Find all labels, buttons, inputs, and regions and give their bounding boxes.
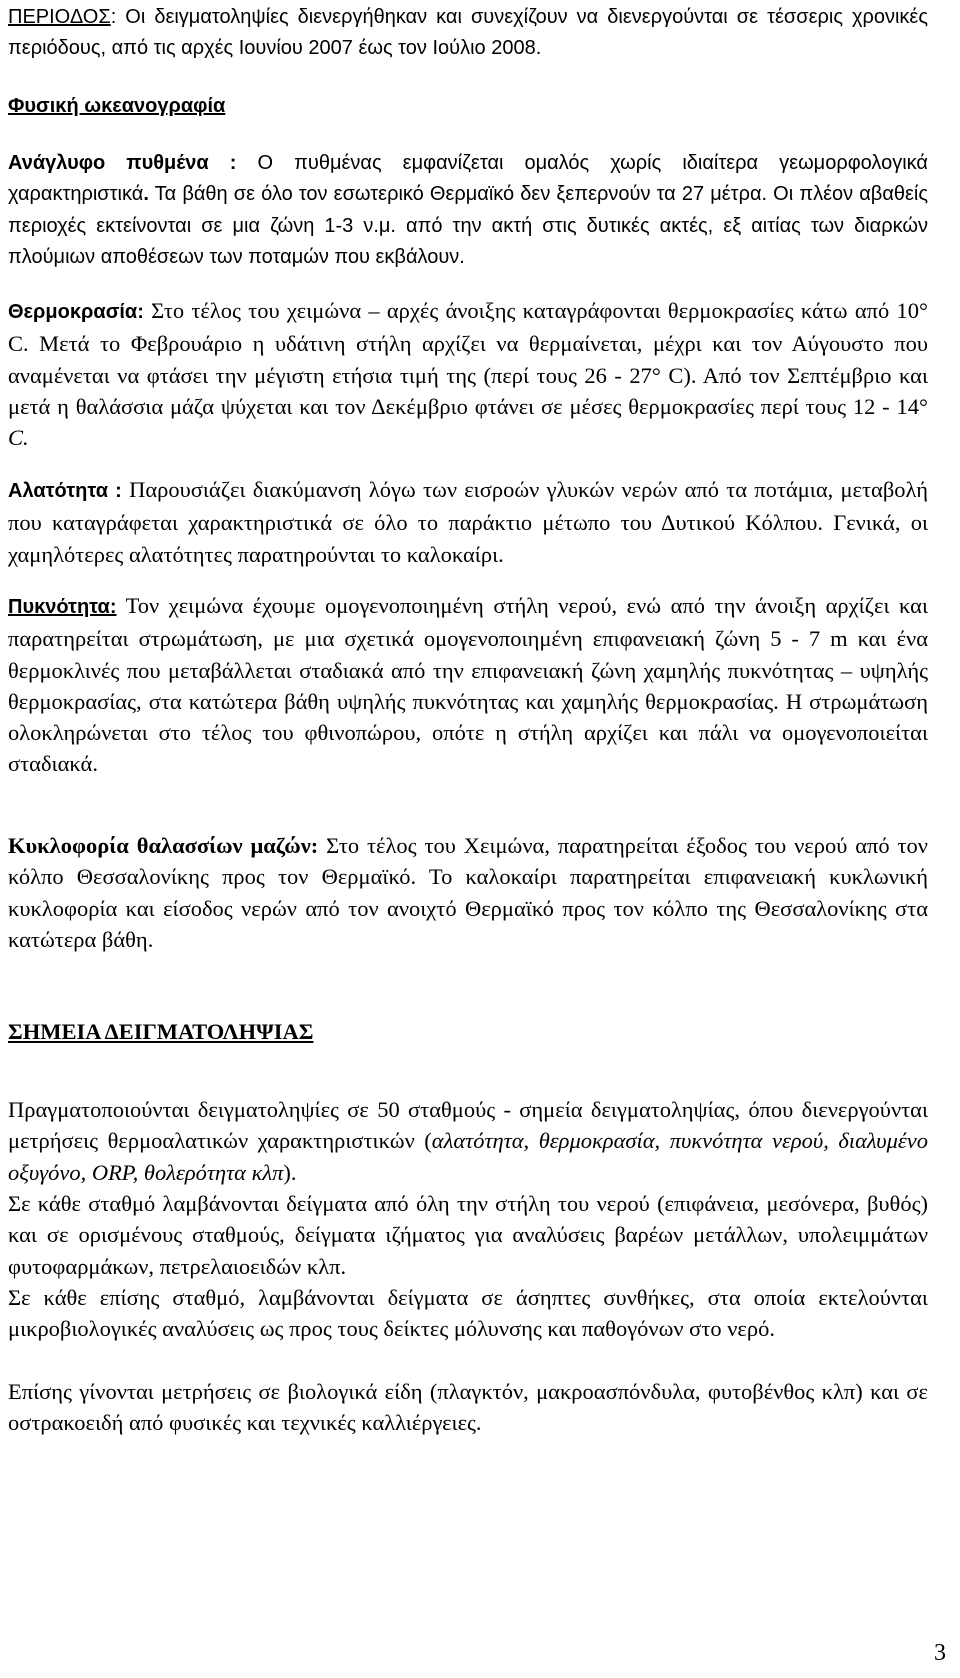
- temperature-paragraph: Θερμοκρασία: Στο τέλος του χειμώνα – αρχές άνοιξης καταγράφονται θερμοκρασίες κάτω από 10° C. Μετά το Φεβρουάριο η υδάτινη στήλη αρχίζει να θερμαίνεται, μέχρι και τον Αύγουστο που αναμένεται να φτάσει την μέγιστη ετήσια τιμή της (περί τους 26 - 27° C). Από τον Σεπτέμβριο και μετά η θαλάσσια μάζα ψύχεται και τον Δεκέμβριο φτάνει σε μέσες θερμοκρασίες περί τους 12 - 14° C.: [8, 298, 928, 451]
- sampling-points-heading: ΣΗΜΕΙΑ ΔΕΙΓΜΑΤΟΛΗΨΙΑΣ: [8, 1019, 314, 1044]
- relief-text-2: Τα βάθη σε όλο τον εσωτερικό Θερμαϊκό δεν ξεπερνούν τα 27 μέτρα. Οι πλέον αβαθείς περιοχές εκτείνονται σε μια ζώνη 1-3 ν.μ. από την ακτή στις δυτικές ακτές, εξ αιτίας των διαρκών πλούμιων αποθέσεων των ποταμών που εκβάλουν.: [8, 183, 928, 268]
- density-text: Τον χειμώνα έχουμε ομογενοποιημένη στήλη νερού, ενώ από την άνοιξη αρχίζει και παρατηρείται στρωμάτωση, με μια σχετικά ομογενοποιημένη επιφανειακή ζώνη 5 - 7 m και ένα θερμοκλινές που μεταβάλλεται σταδιακά από την επιφανειακή ζώνη χαμηλής πυκνότητας – υψηλής θερμοκρασίας, στα κατώτερα βάθη υψηλής πυκνότητας και χαμηλής θερμοκρασίας. Η στρωμάτωση ολοκληρώνεται στο τέλος του φθινοπώρου, οπότε η στήλη αρχίζει και πάλι να ομογενοποιείται σταδιακά.: [8, 593, 928, 777]
- sampling-paragraph-3: Σε κάθε επίσης σταθμό, λαμβάνονται δείγματα σε άσηπτες συνθήκες, στα οποία εκτελούνται μικροβιολογικές αναλύσεις ως προς τους δείκτες μόλυνσης και παθογόνων στο νερό.: [8, 1285, 928, 1342]
- salinity-text: Παρουσιάζει διακύμανση λόγω των εισροών γλυκών νερών από τα ποτάμια, μεταβολή που καταγράφεται χαρακτηριστικά σε όλο το παράκτιο μέτωπο του Δυτικού Κόλπου. Γενικά, οι χαμηλότερες αλατότητες παρατηρούνται το καλοκαίρι.: [8, 477, 928, 567]
- salinity-paragraph: [8, 474, 928, 570]
- sampling-paragraph-4: Επίσης γίνονται μετρήσεις σε βιολογικά είδη (πλαγκτόν, μακροασπόνδυλα, φυτοβένθος κλπ) και σε οστρακοειδή από φυσικές και τεχνικές καλλιέργειες.: [8, 1379, 928, 1436]
- circulation-text: Στο τέλος του Χειμώνα, παρατηρείται έξοδος του νερού από τον κόλπο Θεσσαλονίκης προς τον Θερμαϊκό. Το καλοκαίρι παρατηρείται επιφανειακή κυκλωνική κυκλοφορία και είσοδος νερών από τον ανοιχτό Θερμαϊκό προς τον κόλπο της Θεσσαλονίκης στα κατώτερα βάθη.: [8, 833, 928, 952]
- temperature-text: Στο τέλος του χειμώνα – αρχές άνοιξης καταγράφονται θερμοκρασίες κάτω από 10° C. Μετά το Φεβρουάριο η υδάτινη στήλη αρχίζει να θερμαίνεται, μέχρι και τον Αύγουστο που αναμένεται να φτάσει την μέγιστη ετήσια τιμή της (περί τους 26 - 27° C). Από τον Σεπτέμβριο και μετά η θαλάσσια μάζα ψύχεται και τον Δεκέμβριο φτάνει σε μέσες θερμοκρασίες περί τους 12 - 14°: [8, 298, 928, 419]
- sampling-paragraph-2: Σε κάθε σταθμό λαμβάνονται δείγματα από όλη την στήλη του νερού (επιφάνεια, μεσόνερα, βυθός) και σε ορισμένους σταθμούς, δείγματα ιζήματος για αναλύσεις βαρέων μετάλλων, υπολειμμάτων φυτοφαρμάκων, πετρελαιοειδών κλπ.: [8, 1191, 928, 1279]
- period-label: ΠΕΡΙΟΔΟΣ: [8, 6, 111, 28]
- period-text: : Οι δειγματοληψίες διενεργήθηκαν και συνεχίζουν να διενεργούνται σε τέσσερις χρονικές περιόδους, από τις αρχές Ιουνίου 2007 έως τον Ιούλιο 2008.: [8, 6, 928, 60]
- circulation-label: Κυκλοφορία θαλασσίων μαζών:: [8, 833, 319, 858]
- relief-paragraph: Ανάγλυφο πυθμένα : Ο πυθμένας εμφανίζεται ομαλός χωρίς ιδιαίτερα γεωμορφολογικά χαρακτηριστικά. Τα βάθη σε όλο τον εσωτερικό Θερμαϊκό δεν ξεπερνούν τα 27 μέτρα. Οι πλέον αβαθείς περιοχές εκτείνονται σε μια ζώνη 1-3 ν.μ. από την ακτή στις δυτικές ακτές, εξ αιτίας των διαρκών πλούμιων αποθέσεων των ποταμών που εκβάλουν.: [8, 152, 928, 268]
- page-number: 3: [934, 1640, 946, 1666]
- relief-text-1: Ο πυθμένας εμφανίζεται ομαλός χωρίς ιδιαίτερα γεωμορφολογικά χαρακτηριστικά: [8, 152, 928, 206]
- density-paragraph: [8, 590, 928, 780]
- salinity-label: Αλατότητα :: [8, 480, 122, 502]
- density-label: Πυκνότητα:: [8, 596, 117, 618]
- physical-oceanography-heading: Φυσική ωκεανογραφία: [8, 95, 226, 117]
- circulation-paragraph: [8, 830, 928, 955]
- period-paragraph: [8, 2, 928, 65]
- temperature-label: Θερμοκρασία:: [8, 301, 144, 323]
- sampling-paragraph-1: Πραγματοποιούνται δειγματοληψίες σε 50 σταθμούς - σημεία δειγματοληψίας, όπου διενεργούνται μετρήσεις θερμοαλατικών χαρακτηριστικών (αλατότητα, θερμοκρασία, πυκνότητα νερού, διαλυμένο οξυγόνο, ORP, θολερότητα κλπ).: [8, 1097, 929, 1185]
- relief-label: Ανάγλυφο πυθμένα :: [8, 152, 237, 174]
